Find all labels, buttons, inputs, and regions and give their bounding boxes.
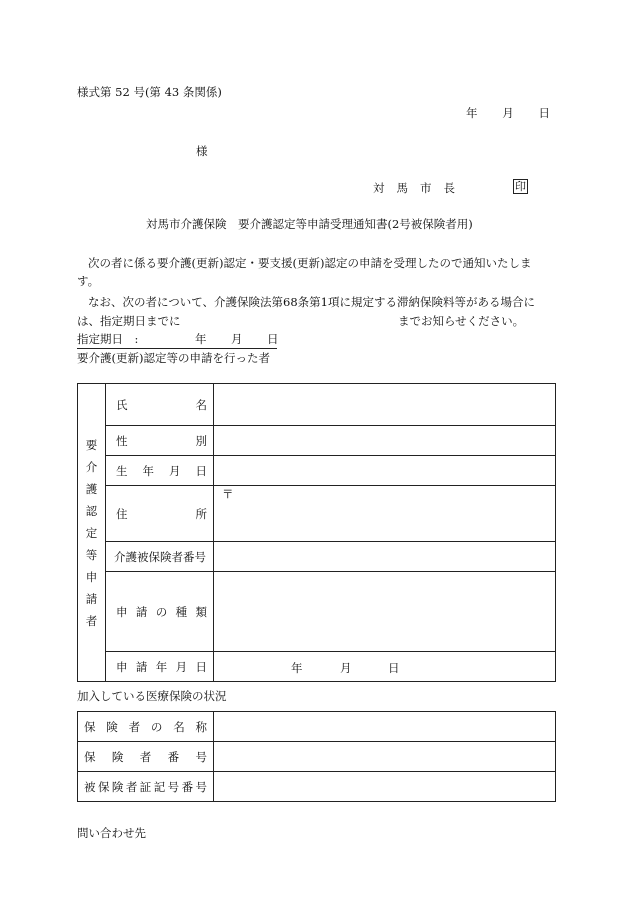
date-line	[466, 105, 550, 121]
issuer-char: 馬	[396, 181, 408, 195]
applicant-vertical-label: 要 介 護 認 定 等 申 請 者	[78, 384, 106, 682]
applicant-heading: 要介護(更新)認定等の申請を行った者	[77, 351, 270, 365]
application-type-field[interactable]	[214, 572, 556, 652]
application-date-day: 日	[388, 661, 400, 675]
paragraph-2-cont: は、指定期日までに	[77, 314, 181, 328]
deadline-year: 年	[195, 332, 207, 346]
paragraph-2: なお、次の者について、介護保険法第68条第1項に規定する滞納保険料等がある場合に	[88, 295, 535, 309]
insurer-name-field[interactable]	[214, 712, 556, 742]
birthdate-label: 生 年 月 日	[106, 456, 214, 486]
insurer-name-label: 保 険 者 の 名 称	[78, 712, 214, 742]
applicant-table	[77, 383, 556, 682]
addressee-suffix: 様	[196, 144, 208, 158]
insurance-heading: 加入している医療保険の状況	[77, 689, 227, 703]
date-year: 年	[466, 106, 478, 120]
insurer-number-field[interactable]	[214, 742, 556, 772]
deadline-line	[77, 331, 277, 349]
deadline-day: 日	[267, 332, 279, 346]
date-month: 月	[502, 106, 514, 120]
paragraph-2-tail: までお知らせください。	[398, 314, 525, 328]
application-date-field[interactable]	[214, 652, 556, 682]
deadline-month: 月	[231, 332, 243, 346]
name-label: 氏 名	[106, 384, 214, 426]
application-date-year: 年	[291, 661, 303, 675]
application-date-month: 月	[340, 661, 352, 675]
issuer-char: 対	[373, 181, 385, 195]
paragraph-1: 次の者に係る要介護(更新)認定・要支援(更新)認定の申請を受理したので通知いたしま	[88, 256, 532, 270]
address-field[interactable]	[214, 486, 556, 542]
deadline-label: 指定期日 :	[77, 332, 139, 346]
insured-number-field[interactable]	[214, 542, 556, 572]
insured-number-label: 介護被保険者番号	[106, 542, 214, 572]
address-label: 住 所	[106, 486, 214, 542]
birthdate-field[interactable]	[214, 456, 556, 486]
issuer-char: 市	[420, 181, 432, 195]
sex-label: 性 別	[106, 426, 214, 456]
contact-label: 問い合わせ先	[77, 826, 146, 840]
postal-mark: 〒	[222, 487, 234, 501]
application-type-label: 申 請 の 種 類	[106, 572, 214, 652]
paragraph-1-cont: す。	[77, 274, 100, 288]
issuer-char: 長	[443, 181, 455, 195]
insurer-number-label: 保 険 者 番 号	[78, 742, 214, 772]
seal-mark: 印	[515, 180, 526, 193]
application-date-label: 申 請 年 月 日	[106, 652, 214, 682]
issuer	[373, 180, 455, 196]
name-field[interactable]	[214, 384, 556, 426]
date-day: 日	[538, 106, 550, 120]
insured-card-number-label: 被 保 険 者 証 記 号 番 号	[78, 772, 214, 802]
insured-card-number-field[interactable]	[214, 772, 556, 802]
insurance-table	[77, 711, 556, 802]
sex-field[interactable]	[214, 426, 556, 456]
document-title: 対馬市介護保険 要介護認定等申請受理通知書(2号被保険者用)	[146, 217, 473, 231]
form-number: 様式第 52 号(第 43 条関係)	[77, 85, 222, 99]
